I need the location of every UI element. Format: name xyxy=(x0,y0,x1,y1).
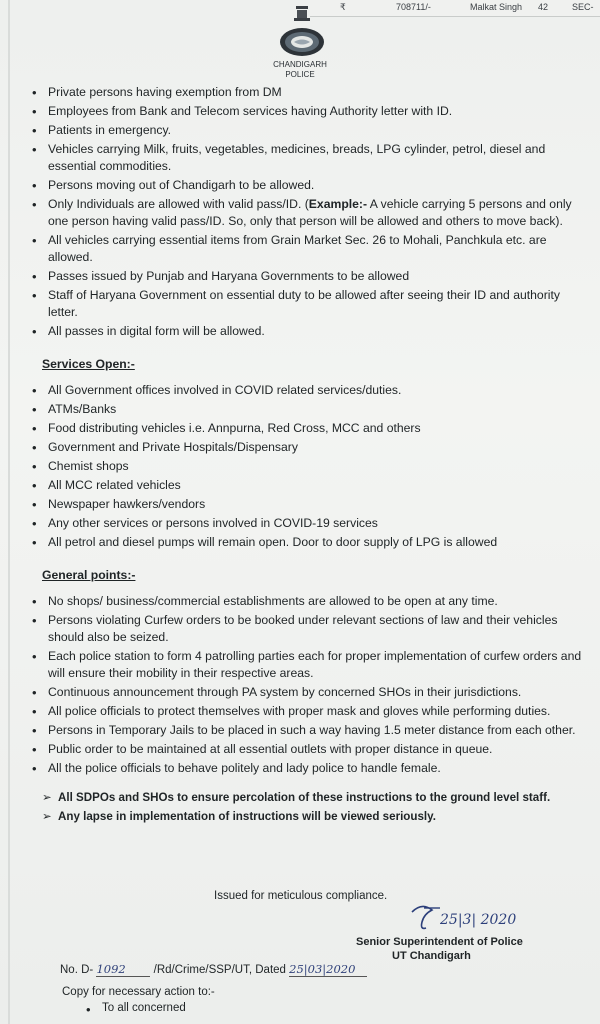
list-item: • All the police officials to behave politely and lady police to handle female. xyxy=(30,760,585,777)
services-heading: Services Open:- xyxy=(42,357,135,371)
list-item: • Private persons having exemption from DM xyxy=(30,84,585,101)
logo-text xyxy=(240,60,360,80)
list-item: • Chemist shops xyxy=(30,458,585,475)
list-item: • Any other services or persons involved in COVID-19 services xyxy=(30,515,585,532)
list-item: • All petrol and diesel pumps will remain open. Door to door supply of LPG is allowed xyxy=(30,534,585,551)
underlying-paper-strip xyxy=(310,0,600,17)
chandigarh-police-emblem xyxy=(276,4,328,60)
directive-item: ➢ All SDPOs and SHOs to ensure percolation of these instructions to the ground level staff. xyxy=(30,789,585,806)
strip-text-1: SEC- xyxy=(572,2,594,12)
list-item: • Persons in Temporary Jails to be placed in such a way having 1.5 meter distance from each other. xyxy=(30,722,585,739)
example-label: Example:- xyxy=(308,197,368,211)
list-item: • Each police station to form 4 patrolling parties each for proper implementation of curfew orders and will ensure their mobility in their respective areas. xyxy=(30,648,585,682)
list-item: • Continuous announcement through PA system by concerned SHOs in their jurisdictions. xyxy=(30,684,585,701)
signature-date: 25|3| 2020 xyxy=(440,912,517,928)
individuals-text-2: A vehicle carrying 5 persons and only one person having valid pass/ID. So, only that person will be allowed and others to move back). xyxy=(48,197,572,228)
memo-date: 25|03|2020 xyxy=(289,962,367,977)
list-item: • All Government offices involved in COVID related services/duties. xyxy=(30,382,585,399)
list-item-individuals xyxy=(30,196,585,230)
general-points-list xyxy=(30,593,585,777)
handwritten-signature xyxy=(410,900,540,934)
directives-list xyxy=(30,789,585,825)
copy-line: Copy for necessary action to:- xyxy=(62,986,215,998)
signatory-title: Senior Superintendent of Police xyxy=(356,936,523,948)
list-item: • Patients in emergency. xyxy=(30,122,585,139)
individuals-text-1: Only Individuals are allowed with valid pass/ID. ( xyxy=(48,197,309,211)
general-points-heading: General points:- xyxy=(42,568,136,582)
strip-text-5: ₹ xyxy=(340,2,346,12)
list-item: • All vehicles carrying essential items from Grain Market Sec. 26 to Mohali, Panchkula etc. are allowed. xyxy=(30,232,585,266)
services-list xyxy=(30,382,585,551)
copy-recipient: • To all concerned xyxy=(84,1002,186,1014)
memo-no-prefix: No. D- xyxy=(60,964,94,976)
list-item: • Newspaper hawkers/vendors xyxy=(30,496,585,513)
strip-text-2: 42 xyxy=(538,2,549,12)
list-item: • Food distributing vehicles i.e. Annpurna, Red Cross, MCC and others xyxy=(30,420,585,437)
logo-line-2: POLICE xyxy=(285,70,315,79)
list-item: • All police officials to protect themselves with proper mask and gloves while performing duties. xyxy=(30,703,585,720)
list-item: • Passes issued by Punjab and Haryana Governments to be allowed xyxy=(30,268,585,285)
list-item: • ATMs/Banks xyxy=(30,401,585,418)
memo-line xyxy=(60,962,367,977)
directive-item: ➢ Any lapse in implementation of instructions will be viewed seriously. xyxy=(30,808,585,825)
list-item: • Public order to be maintained at all essential outlets with proper distance in queue. xyxy=(30,741,585,758)
list-item: • Staff of Haryana Government on essential duty to be allowed after seeing their ID and authority letter. xyxy=(30,287,585,321)
document-body xyxy=(30,84,585,825)
list-item: • Vehicles carrying Milk, fruits, vegetables, medicines, breads, LPG cylinder, petrol, diesel and essential commodities. xyxy=(30,141,585,175)
list-item: • All MCC related vehicles xyxy=(30,477,585,494)
signatory-place: UT Chandigarh xyxy=(392,950,471,962)
list-item: • No shops/ business/commercial establishments are allowed to be open at any time. xyxy=(30,593,585,610)
logo-line-1: CHANDIGARH xyxy=(273,60,327,69)
list-item: • Government and Private Hospitals/Dispensary xyxy=(30,439,585,456)
memo-number: 1092 xyxy=(96,962,150,977)
strip-text-4: 708711/- xyxy=(396,2,431,12)
list-item: • All passes in digital form will be allowed. xyxy=(30,323,585,340)
list-item: • Employees from Bank and Telecom services having Authority letter with ID. xyxy=(30,103,585,120)
issued-note: Issued for meticulous compliance. xyxy=(214,890,388,902)
list-item: • Persons violating Curfew orders to be booked under relevant sections of law and their vehicles should also be seized. xyxy=(30,612,585,646)
strip-text-3: Malkat Singh xyxy=(470,2,523,12)
page-fold xyxy=(8,0,10,1024)
list-item: • Persons moving out of Chandigarh to be allowed. xyxy=(30,177,585,194)
memo-reference: /Rd/Crime/SSP/UT, Dated xyxy=(153,964,286,976)
